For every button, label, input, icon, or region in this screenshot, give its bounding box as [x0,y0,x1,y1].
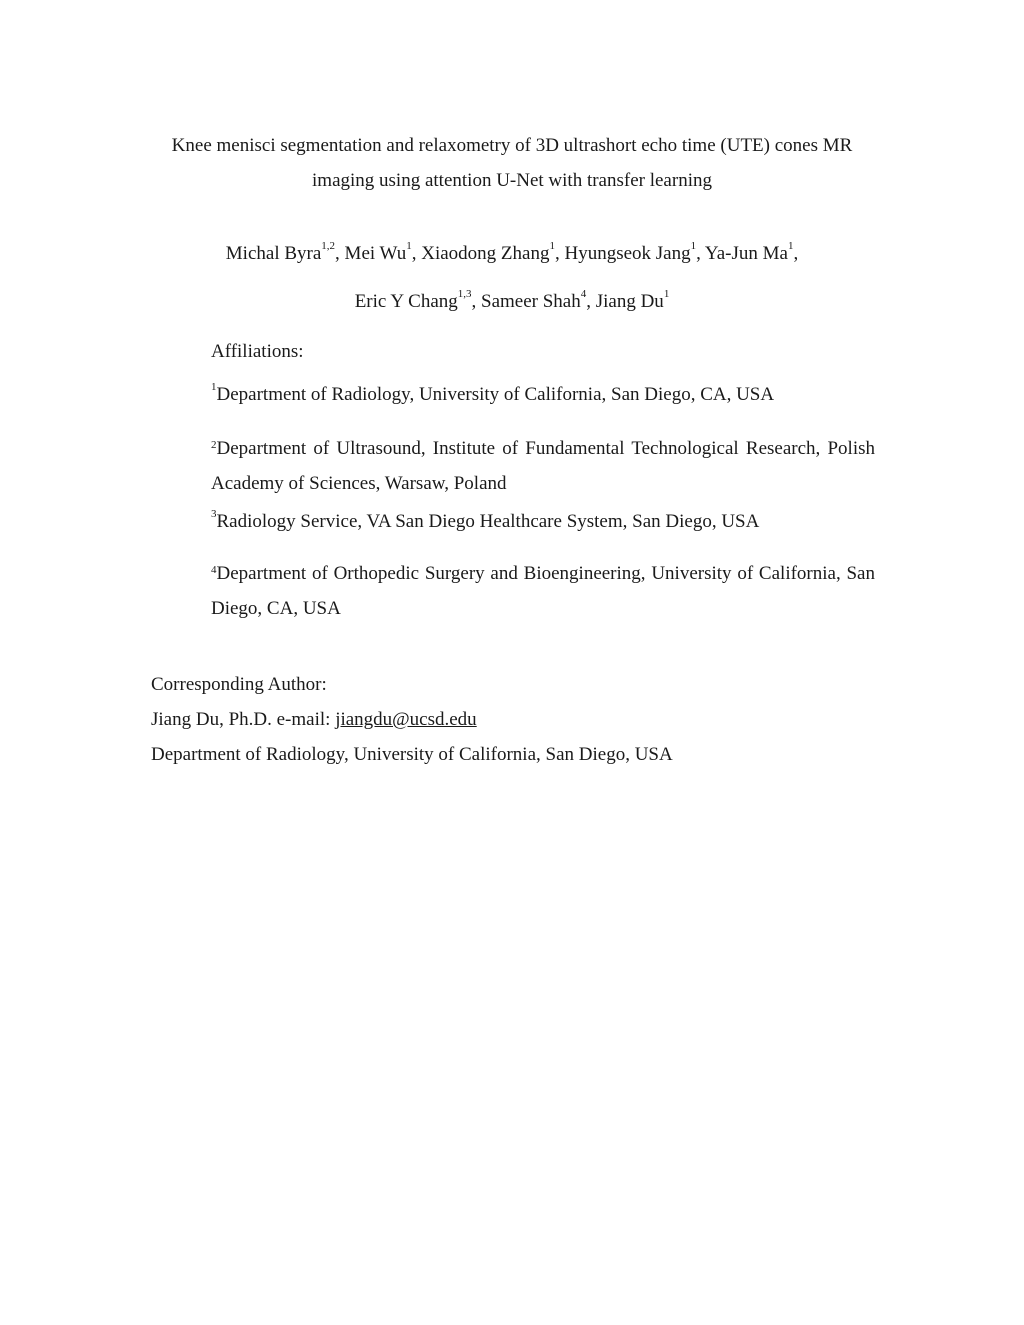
author-name: Mei Wu [344,243,407,264]
affiliation-number: 2 [211,439,217,451]
author-name: Hyungseok Jang [564,243,691,264]
author-separator: , [471,291,481,312]
author-separator: , [586,291,596,312]
author-name: Ya-Jun Ma [704,243,788,264]
corresponding-author-name: Jiang Du, Ph.D. e-mail: [151,709,336,730]
author-separator: , [411,243,422,264]
author-separator: , [335,243,345,264]
affiliation-item [211,508,875,533]
affiliations-heading: Affiliations: [211,341,304,362]
title-line-2: imaging using attention U-Net with transfer learning [312,170,712,191]
corresponding-author-heading: Corresponding Author: [151,674,327,695]
author-affiliation-sup: 4 [580,288,587,300]
corresponding-author-contact [151,709,911,731]
author-name: Sameer Shah [481,291,581,312]
affiliation-item [211,381,875,406]
affiliation-number: 1 [211,381,217,393]
affiliation-item [211,556,875,626]
author-name: Eric Y Chang [354,291,458,312]
author-affiliation-sup: 1 [549,240,555,252]
affiliation-number: 3 [211,508,217,520]
affiliation-text: Radiology Service, VA San Diego Healthcare System, San Diego, USA [216,511,760,532]
author-list-line-2 [100,288,924,313]
author-name: Michal Byra [225,243,322,264]
author-affiliation-sup: 1,3 [457,288,472,300]
affiliation-text: Department of Ultrasound, Institute of Fundamental Technological Research, Polish Academy of Sciences, Warsaw, Poland [211,438,875,494]
author-affiliation-sup: 1 [787,240,794,252]
paper-title [100,128,924,198]
corresponding-author-department: Department of Radiology, University of California, San Diego, USA [151,744,673,765]
affiliation-text: Department of Orthopedic Surgery and Bioengineering, University of California, San Diego, CA, USA [211,563,875,619]
title-line-1: Knee menisci segmentation and relaxometry of 3D ultrashort echo time (UTE) cones MR [171,135,853,156]
email-link[interactable]: jiangdu@ucsd.edu [335,709,477,730]
author-separator: , [554,243,565,264]
affiliation-number: 4 [211,564,217,576]
author-affiliation-sup: 1 [663,288,670,300]
author-affiliation-sup: 1 [690,240,697,252]
author-name: Xiaodong Zhang [421,243,550,264]
affiliation-item [211,431,875,501]
author-affiliation-sup: 1 [406,240,412,252]
author-list-line-1 [100,240,924,265]
author-separator: , [696,243,705,264]
affiliation-text: Department of Radiology, University of California, San Diego, CA, USA [216,384,775,405]
author-separator: , [793,243,799,264]
author-affiliation-sup: 1,2 [321,240,336,252]
author-name: Jiang Du [595,291,664,312]
